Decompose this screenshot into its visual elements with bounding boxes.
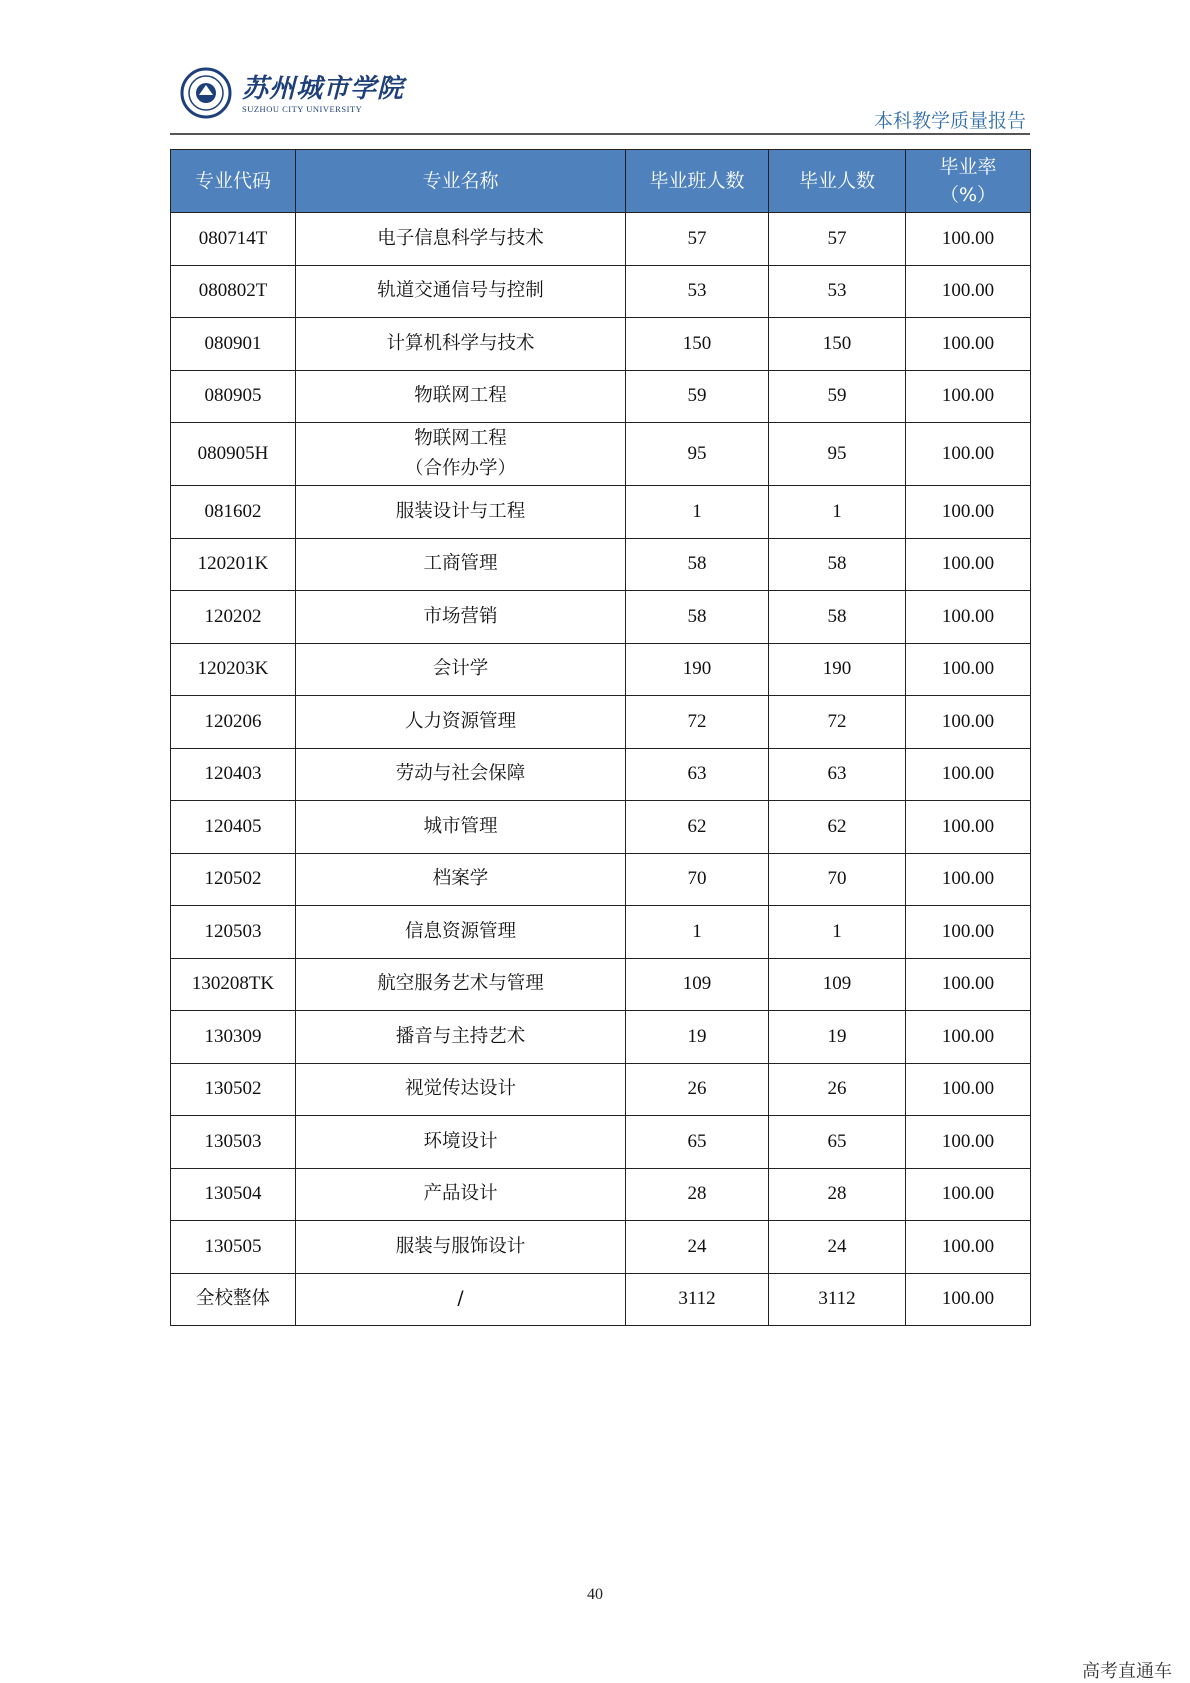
- graduates-cell: 150: [769, 318, 906, 371]
- major-code-cell: 130309: [171, 1011, 296, 1064]
- table-body: [171, 213, 1031, 1326]
- major-name-cell: 物联网工程: [296, 370, 626, 423]
- major-name-cell: 服装设计与工程: [296, 486, 626, 539]
- university-name-cn: 苏州城市学院: [242, 74, 405, 104]
- university-name-en: SUZHOU CITY UNIVERSITY: [242, 104, 363, 114]
- graduation-rate-cell: 100.00: [906, 423, 1031, 486]
- major-name-cell: 市场营销: [296, 591, 626, 644]
- table-row: [171, 1221, 1031, 1274]
- page-number: 40: [587, 1586, 603, 1603]
- table-row: [171, 801, 1031, 854]
- major-name-cell: 播音与主持艺术: [296, 1011, 626, 1064]
- graduates-cell: 1: [769, 906, 906, 959]
- major-name-cell: 视觉传达设计: [296, 1063, 626, 1116]
- major-name-cell: 工商管理: [296, 538, 626, 591]
- major-code-cell: 120203K: [171, 643, 296, 696]
- major-code-cell: 080905: [171, 370, 296, 423]
- graduation-rate-cell: 100.00: [906, 1221, 1031, 1274]
- major-code-cell: 120502: [171, 853, 296, 906]
- major-name-cell: 轨道交通信号与控制: [296, 265, 626, 318]
- header-divider: [170, 133, 1030, 135]
- graduation-rate-cell: 100.00: [906, 538, 1031, 591]
- graduates-cell: 58: [769, 591, 906, 644]
- table-row: [171, 213, 1031, 266]
- table-row: [171, 696, 1031, 749]
- class-count-cell: 53: [626, 265, 769, 318]
- major-code-cell: 130505: [171, 1221, 296, 1274]
- graduation-rate-cell: 100.00: [906, 958, 1031, 1011]
- graduates-cell: 70: [769, 853, 906, 906]
- table-row: [171, 958, 1031, 1011]
- class-count-cell: 190: [626, 643, 769, 696]
- major-code-cell: 081602: [171, 486, 296, 539]
- table-total-row: [171, 1273, 1031, 1326]
- class-count-cell: 70: [626, 853, 769, 906]
- graduates-cell: 19: [769, 1011, 906, 1064]
- table-row: [171, 906, 1031, 959]
- major-name-cell: 航空服务艺术与管理: [296, 958, 626, 1011]
- class-count-cell: 109: [626, 958, 769, 1011]
- graduates-cell: 63: [769, 748, 906, 801]
- table-row: [171, 1168, 1031, 1221]
- table-row: [171, 538, 1031, 591]
- graduates-cell: 53: [769, 265, 906, 318]
- major-code-cell: 120403: [171, 748, 296, 801]
- graduation-rate-cell: 100.00: [906, 591, 1031, 644]
- table-row: [171, 423, 1031, 486]
- table-header-row: [171, 150, 1031, 213]
- graduation-rate-cell: 100.00: [906, 696, 1031, 749]
- graduates-cell: 190: [769, 643, 906, 696]
- graduation-rate-cell: 100.00: [906, 318, 1031, 371]
- class-count-cell: 150: [626, 318, 769, 371]
- class-count-cell: 95: [626, 423, 769, 486]
- major-name-cell: 服装与服饰设计: [296, 1221, 626, 1274]
- table-row: [171, 1011, 1031, 1064]
- major-code-cell: 120405: [171, 801, 296, 854]
- major-code-cell: 120202: [171, 591, 296, 644]
- graduation-rate-cell: 100.00: [906, 1011, 1031, 1064]
- class-count-cell: 24: [626, 1221, 769, 1274]
- graduation-rate-cell: 100.00: [906, 1063, 1031, 1116]
- total-name-cell: /: [296, 1273, 626, 1326]
- report-title: 本科教学质量报告: [873, 110, 1026, 132]
- major-code-cell: 120503: [171, 906, 296, 959]
- graduation-rate-cell: 100.00: [906, 801, 1031, 854]
- major-code-cell: 130503: [171, 1116, 296, 1169]
- graduates-cell: 58: [769, 538, 906, 591]
- table-row: [171, 748, 1031, 801]
- class-count-cell: 26: [626, 1063, 769, 1116]
- major-code-cell: 130502: [171, 1063, 296, 1116]
- graduation-rate-cell: 100.00: [906, 906, 1031, 959]
- major-code-cell: 080901: [171, 318, 296, 371]
- table-row: [171, 1063, 1031, 1116]
- class-count-cell: 63: [626, 748, 769, 801]
- major-code-cell: 080714T: [171, 213, 296, 266]
- major-code-cell: 130208TK: [171, 958, 296, 1011]
- graduation-rate-cell: 100.00: [906, 265, 1031, 318]
- graduation-rate-cell: 100.00: [906, 486, 1031, 539]
- table-row: [171, 643, 1031, 696]
- graduation-rate-cell: 100.00: [906, 1116, 1031, 1169]
- class-count-cell: 59: [626, 370, 769, 423]
- graduates-cell: 65: [769, 1116, 906, 1169]
- table-row: [171, 265, 1031, 318]
- graduation-table: [170, 149, 1031, 1326]
- class-count-cell: 1: [626, 486, 769, 539]
- graduates-cell: 72: [769, 696, 906, 749]
- class-count-cell: 57: [626, 213, 769, 266]
- graduates-cell: 26: [769, 1063, 906, 1116]
- total-graduates-cell: 3112: [769, 1273, 906, 1326]
- total-label-cell: 全校整体: [171, 1273, 296, 1326]
- graduates-cell: 109: [769, 958, 906, 1011]
- table-row: [171, 486, 1031, 539]
- major-name-cell: 物联网工程 （合作办学）: [296, 423, 626, 486]
- column-header-rate: 毕业率 （%）: [906, 150, 1031, 213]
- table-row: [171, 318, 1031, 371]
- major-name-cell: 环境设计: [296, 1116, 626, 1169]
- table-row: [171, 591, 1031, 644]
- total-rate-cell: 100.00: [906, 1273, 1031, 1326]
- column-header-code: 专业代码: [171, 150, 296, 213]
- graduation-rate-cell: 100.00: [906, 853, 1031, 906]
- major-code-cell: 120206: [171, 696, 296, 749]
- major-name-cell: 产品设计: [296, 1168, 626, 1221]
- column-header-class-count: 毕业班人数: [626, 150, 769, 213]
- graduates-cell: 24: [769, 1221, 906, 1274]
- class-count-cell: 19: [626, 1011, 769, 1064]
- graduation-rate-cell: 100.00: [906, 1168, 1031, 1221]
- graduates-cell: 95: [769, 423, 906, 486]
- class-count-cell: 28: [626, 1168, 769, 1221]
- graduates-cell: 59: [769, 370, 906, 423]
- graduates-cell: 62: [769, 801, 906, 854]
- graduation-rate-cell: 100.00: [906, 748, 1031, 801]
- table-row: [171, 370, 1031, 423]
- class-count-cell: 72: [626, 696, 769, 749]
- major-code-cell: 130504: [171, 1168, 296, 1221]
- class-count-cell: 62: [626, 801, 769, 854]
- graduation-rate-cell: 100.00: [906, 643, 1031, 696]
- class-count-cell: 58: [626, 591, 769, 644]
- major-name-cell: 电子信息科学与技术: [296, 213, 626, 266]
- graduation-rate-cell: 100.00: [906, 213, 1031, 266]
- class-count-cell: 65: [626, 1116, 769, 1169]
- page-header: [170, 62, 1030, 140]
- university-seal-icon: [180, 67, 232, 119]
- graduation-rate-cell: 100.00: [906, 370, 1031, 423]
- major-code-cell: 120201K: [171, 538, 296, 591]
- major-name-cell: 人力资源管理: [296, 696, 626, 749]
- class-count-cell: 1: [626, 906, 769, 959]
- column-header-name: 专业名称: [296, 150, 626, 213]
- table-row: [171, 853, 1031, 906]
- graduates-cell: 28: [769, 1168, 906, 1221]
- major-name-cell: 信息资源管理: [296, 906, 626, 959]
- table-row: [171, 1116, 1031, 1169]
- major-name-cell: 城市管理: [296, 801, 626, 854]
- class-count-cell: 58: [626, 538, 769, 591]
- watermark: 高考直通车: [1082, 1661, 1172, 1682]
- major-name-cell: 会计学: [296, 643, 626, 696]
- major-code-cell: 080802T: [171, 265, 296, 318]
- major-name-cell: 计算机科学与技术: [296, 318, 626, 371]
- major-name-cell: 档案学: [296, 853, 626, 906]
- major-name-cell: 劳动与社会保障: [296, 748, 626, 801]
- column-header-graduates: 毕业人数: [769, 150, 906, 213]
- graduates-cell: 57: [769, 213, 906, 266]
- graduates-cell: 1: [769, 486, 906, 539]
- total-class-count-cell: 3112: [626, 1273, 769, 1326]
- major-code-cell: 080905H: [171, 423, 296, 486]
